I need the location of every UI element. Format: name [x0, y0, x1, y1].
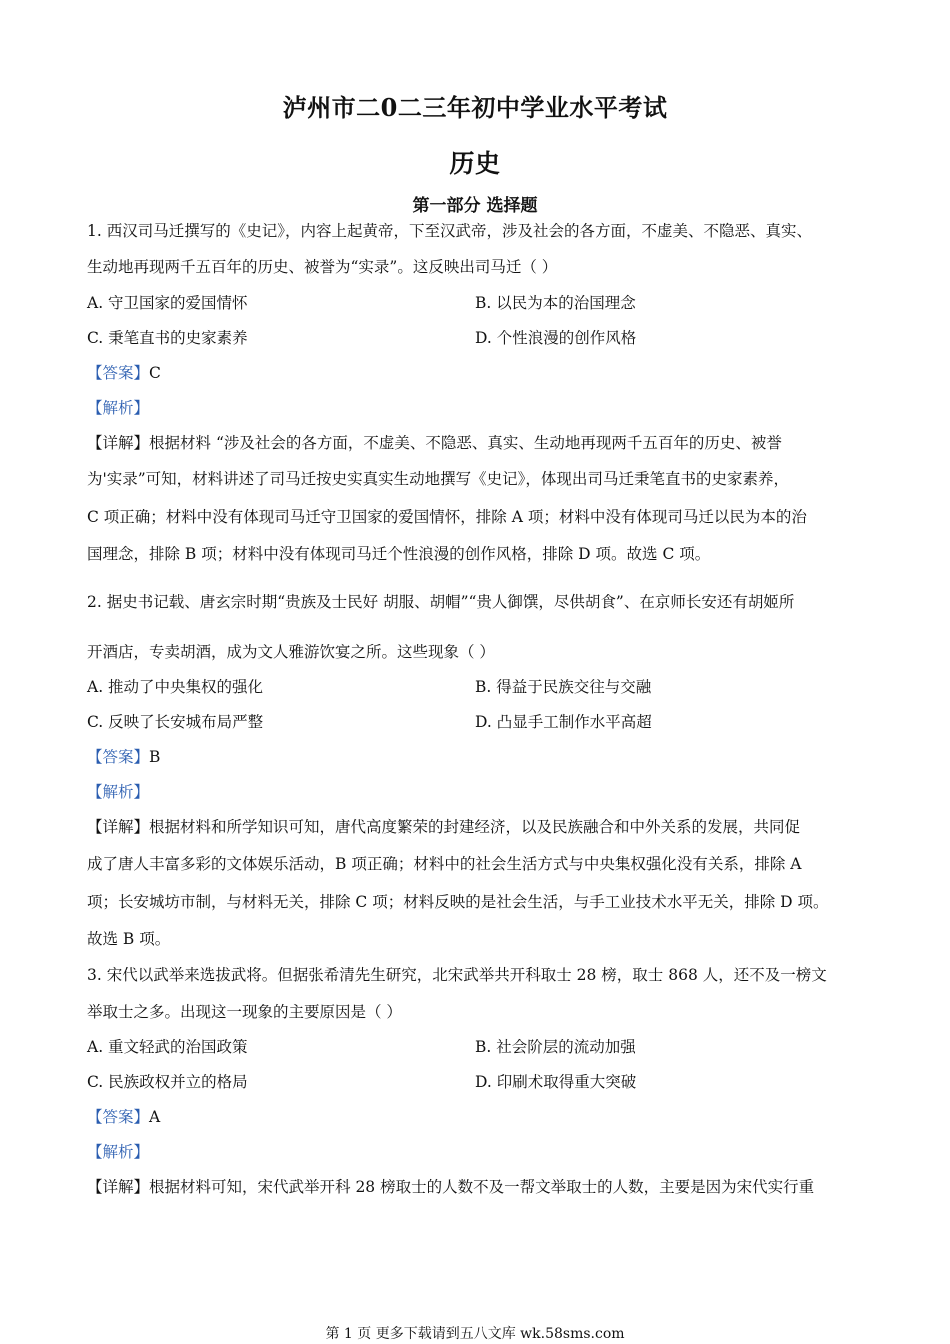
answer-tag: 【答案】 — [87, 364, 150, 382]
q2-stem-line-2: 开酒店，专卖胡酒，成为文人雅游饮宴之所。这些现象（ ） — [87, 643, 495, 661]
analysis-tag: 【解析】 — [87, 783, 150, 801]
q2-detail-line-1 — [87, 817, 800, 837]
q3-analysis — [87, 1142, 149, 1162]
q2-option-a: A. 推动了中央集权的强化 — [87, 678, 264, 696]
analysis-tag: 【解析】 — [87, 399, 150, 417]
q1-option-d: D. 个性浪漫的创作风格 — [475, 329, 637, 347]
subject-title: 历史 — [449, 149, 501, 178]
q2-stem-line-1: 2. 据史书记载、唐玄宗时期“贵族及士民好 胡服、胡帽”“贵人御馔，尽供胡食”、在京师长安还有胡姬所 — [87, 593, 795, 611]
page-footer: 第 1 页 更多下载请到五八文库 wk.58sms.com — [325, 1326, 625, 1342]
q1-answer — [87, 363, 161, 383]
q1-option-c: C. 秉笔直书的史家素养 — [87, 329, 248, 347]
q3-stem-line-2: 举取士之多。出现这一现象的主要原因是（ ） — [87, 1003, 402, 1021]
q2-detail-line-2: 成了唐人丰富多彩的文体娱乐活动，B 项正确；材料中的社会生活方式与中央集权强化没有关系，排除 A — [87, 855, 802, 873]
q2-detail-line-3: 项；长安城坊市制，与材料无关，排除 C 项；材料反映的是社会生活，与手工业技术水平无关，排除 D 项。 — [87, 893, 829, 911]
q1-detail-line-3: C 项正确；材料中没有体现司马迁守卫国家的爱国情怀，排除 A 项；材料中没有体现司马迁以民为本的治 — [87, 508, 807, 526]
q3-stem-line-1: 3. 宋代以武举来选拔武将。但据张希清先生研究，北宋武举共开科取士 28 榜，取士 868 人，还不及一榜文 — [87, 966, 827, 984]
detail-tag: 【详解】 — [87, 818, 150, 836]
detail-tag: 【详解】 — [87, 1178, 150, 1196]
q2-answer — [87, 747, 160, 767]
answer-tag: 【答案】 — [87, 1108, 150, 1126]
q2-option-b: B. 得益于民族交往与交融 — [475, 678, 652, 696]
q2-answer-value: B — [149, 748, 161, 766]
q1-detail-line-4: 国理念，排除 B 项；材料中没有体现司马迁个性浪漫的创作风格，排除 D 项。故选 C 项。 — [87, 545, 711, 563]
q3-option-c: C. 民族政权并立的格局 — [87, 1073, 248, 1091]
q1-answer-value: C — [149, 364, 161, 382]
answer-tag: 【答案】 — [87, 748, 150, 766]
q1-detail-text-1: 根据材料 “涉及社会的各方面，不虚美、不隐恶、真实、生动地再现两千五百年的历史、被誉 — [149, 434, 782, 452]
q3-answer-value: A — [149, 1108, 161, 1126]
q2-option-d: D. 凸显手工制作水平高超 — [475, 713, 652, 731]
q1-option-a: A. 守卫国家的爱国情怀 — [87, 294, 248, 312]
q1-stem-line-2: 生动地再现两千五百年的历史、被誉为“实录”。这反映出司马迁（ ） — [87, 258, 558, 276]
q3-option-d: D. 印刷术取得重大突破 — [475, 1073, 637, 1091]
q3-detail-line-1 — [87, 1177, 814, 1197]
q3-option-b: B. 社会阶层的流动加强 — [475, 1038, 636, 1056]
q1-option-b: B. 以民为本的治国理念 — [475, 294, 636, 312]
analysis-tag: 【解析】 — [87, 1143, 150, 1161]
q3-option-a: A. 重文轻武的治国政策 — [87, 1038, 248, 1056]
detail-tag: 【详解】 — [87, 434, 150, 452]
q1-detail-line-1 — [87, 433, 782, 453]
q2-detail-line-4: 故选 B 项。 — [87, 930, 171, 948]
exam-title: 泸州市二0二三年初中学业水平考试 — [282, 93, 668, 122]
q1-analysis — [87, 398, 149, 418]
q3-detail-text-1: 根据材料可知，宋代武举开科 28 榜取士的人数不及一帮文举取士的人数，主要是因为宋代实行重 — [149, 1178, 815, 1196]
q2-detail-text-1: 根据材料和所学知识可知，唐代高度繁荣的封建经济，以及民族融合和中外关系的发展，共同促 — [149, 818, 801, 836]
q2-analysis — [87, 782, 149, 802]
q1-detail-line-2: 为'实录”可知，材料讲述了司马迁按史实真实生动地撰写《史记》，体现出司马迁秉笔直书的史家素养， — [87, 470, 789, 488]
q1-stem-line-1: 1. 西汉司马迁撰写的《史记》，内容上起黄帝，下至汉武帝，涉及社会的各方面，不虚美、不隐恶、真实、 — [87, 222, 812, 240]
section-heading: 第一部分 选择题 — [412, 196, 538, 216]
q3-answer — [87, 1107, 160, 1127]
q2-option-c: C. 反映了长安城布局严整 — [87, 713, 264, 731]
